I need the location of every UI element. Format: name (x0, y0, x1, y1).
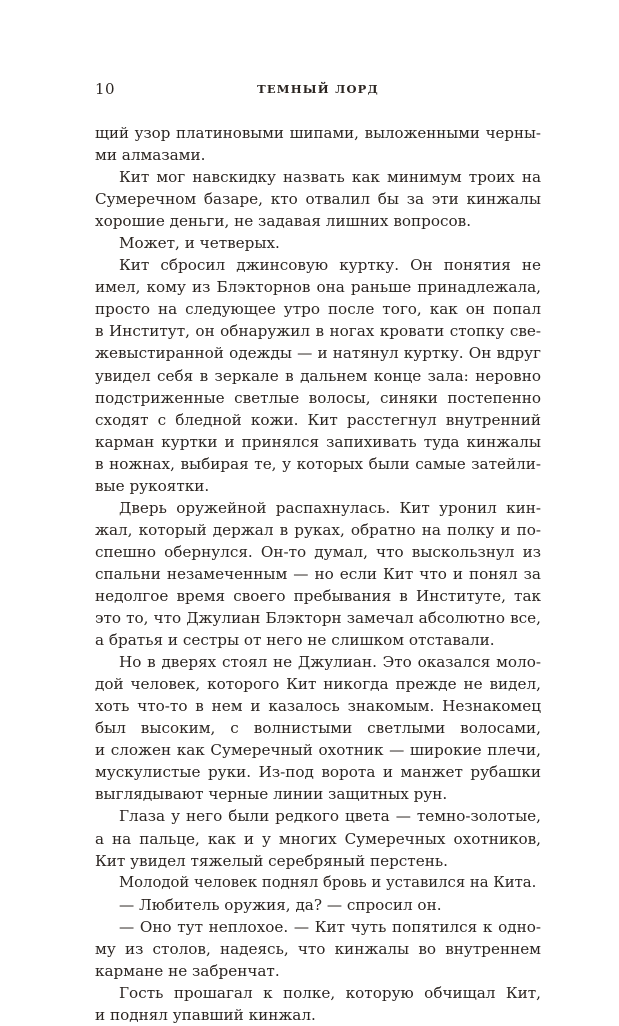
text-line: подстриженные светлые волосы, синяки постепенно (95, 388, 541, 407)
text-line: кармане не забренчат. (95, 961, 280, 980)
text-line: Сумеречном базаре, кто отвалил бы за эти кинжалы (95, 190, 541, 209)
text-line: имел, кому из Блэкторнов она раньше принадлежала, (95, 278, 541, 297)
text-line: Кит увидел тяжелый серебряный перстень. (95, 851, 448, 870)
text-line: Но в дверях стоял не Джулиан. Это оказался моло- (119, 653, 541, 672)
text-line: — Оно тут неплохое. — Кит чуть попятился к одно- (119, 917, 541, 936)
text-line: спальни незамеченным — но если Кит что и понял за (95, 564, 541, 583)
text-line: Кит мог навскидку назвать как минимум троих на (119, 168, 541, 187)
text-line: Может, и четверых. (119, 234, 280, 253)
text-line: был высоким, с волнистыми светлыми волосами, (95, 719, 541, 738)
text-line: карман куртки и принялся запихивать туда кинжалы (95, 432, 541, 451)
text-line: му из столов, надеясь, что кинжалы во внутреннем (95, 939, 541, 958)
body-text (95, 122, 541, 1026)
page-number: 10 (95, 80, 116, 98)
text-line: выглядывают черные линии защитных рун. (95, 785, 448, 804)
text-line: жал, который держал в руках, обратно на полку и по- (95, 520, 541, 539)
text-line: увидел себя в зеркале в дальнем конце зала: неровно (95, 366, 541, 385)
text-line: а братья и сестры от него не слишком отставали. (95, 631, 495, 650)
text-line: — Любитель оружия, да? — спросил он. (119, 895, 442, 914)
running-header (95, 79, 541, 99)
text-line: в Институт, он обнаружил в ногах кровати стопку све- (95, 322, 541, 341)
text-line: и сложен как Сумеречный охотник — широкие плечи, (95, 741, 541, 760)
text-line: Дверь оружейной распахнулась. Кит уронил кин- (119, 498, 541, 517)
text-line: недолгое время своего пребывания в Институте, так (95, 586, 541, 605)
text-line: это то, что Джулиан Блэкторн замечал абсолютно все, (95, 609, 541, 628)
text-line: хоть что-то в нем и казалось знакомым. Незнакомец (95, 697, 541, 716)
text-line: а на пальце, как и у многих Сумеречных охотников, (95, 829, 541, 848)
text-line: спешно обернулся. Он-то думал, что выскользнул из (95, 542, 541, 561)
text-line: хорошие деньги, не задавая лишних вопросов. (95, 212, 472, 231)
text-line: ми алмазами. (95, 146, 206, 165)
text-line: щий узор платиновыми шипами, выложенными черны- (95, 124, 541, 142)
text-line: Глаза у него были редкого цвета — темно-золотые, (119, 807, 541, 826)
text-line: Молодой человек поднял бровь и уставился на Кита. (119, 873, 537, 891)
running-title: ТЕМНЫЙ ЛОРД (257, 82, 379, 96)
text-line: жевыстиранной одежды — и натянул куртку. Он вдруг (95, 344, 541, 363)
text-line: дой человек, которого Кит никогда прежде не видел, (95, 675, 541, 694)
text-line: Гость прошагал к полке, которую обчищал Кит, (119, 983, 541, 1002)
text-line: Кит сбросил джинсовую куртку. Он понятия не (119, 256, 541, 275)
text-line: просто на следующее утро после того, как он попал (95, 300, 541, 319)
text-line: в ножнах, выбирая те, у которых были самые затейли- (95, 454, 541, 473)
text-line: мускулистые руки. Из-под ворота и манжет рубашки (95, 763, 541, 782)
text-line: вые рукоятки. (95, 476, 210, 495)
text-line: и поднял упавший кинжал. (95, 1005, 316, 1024)
text-line: сходят с бледной кожи. Кит расстегнул внутренний (95, 410, 541, 429)
